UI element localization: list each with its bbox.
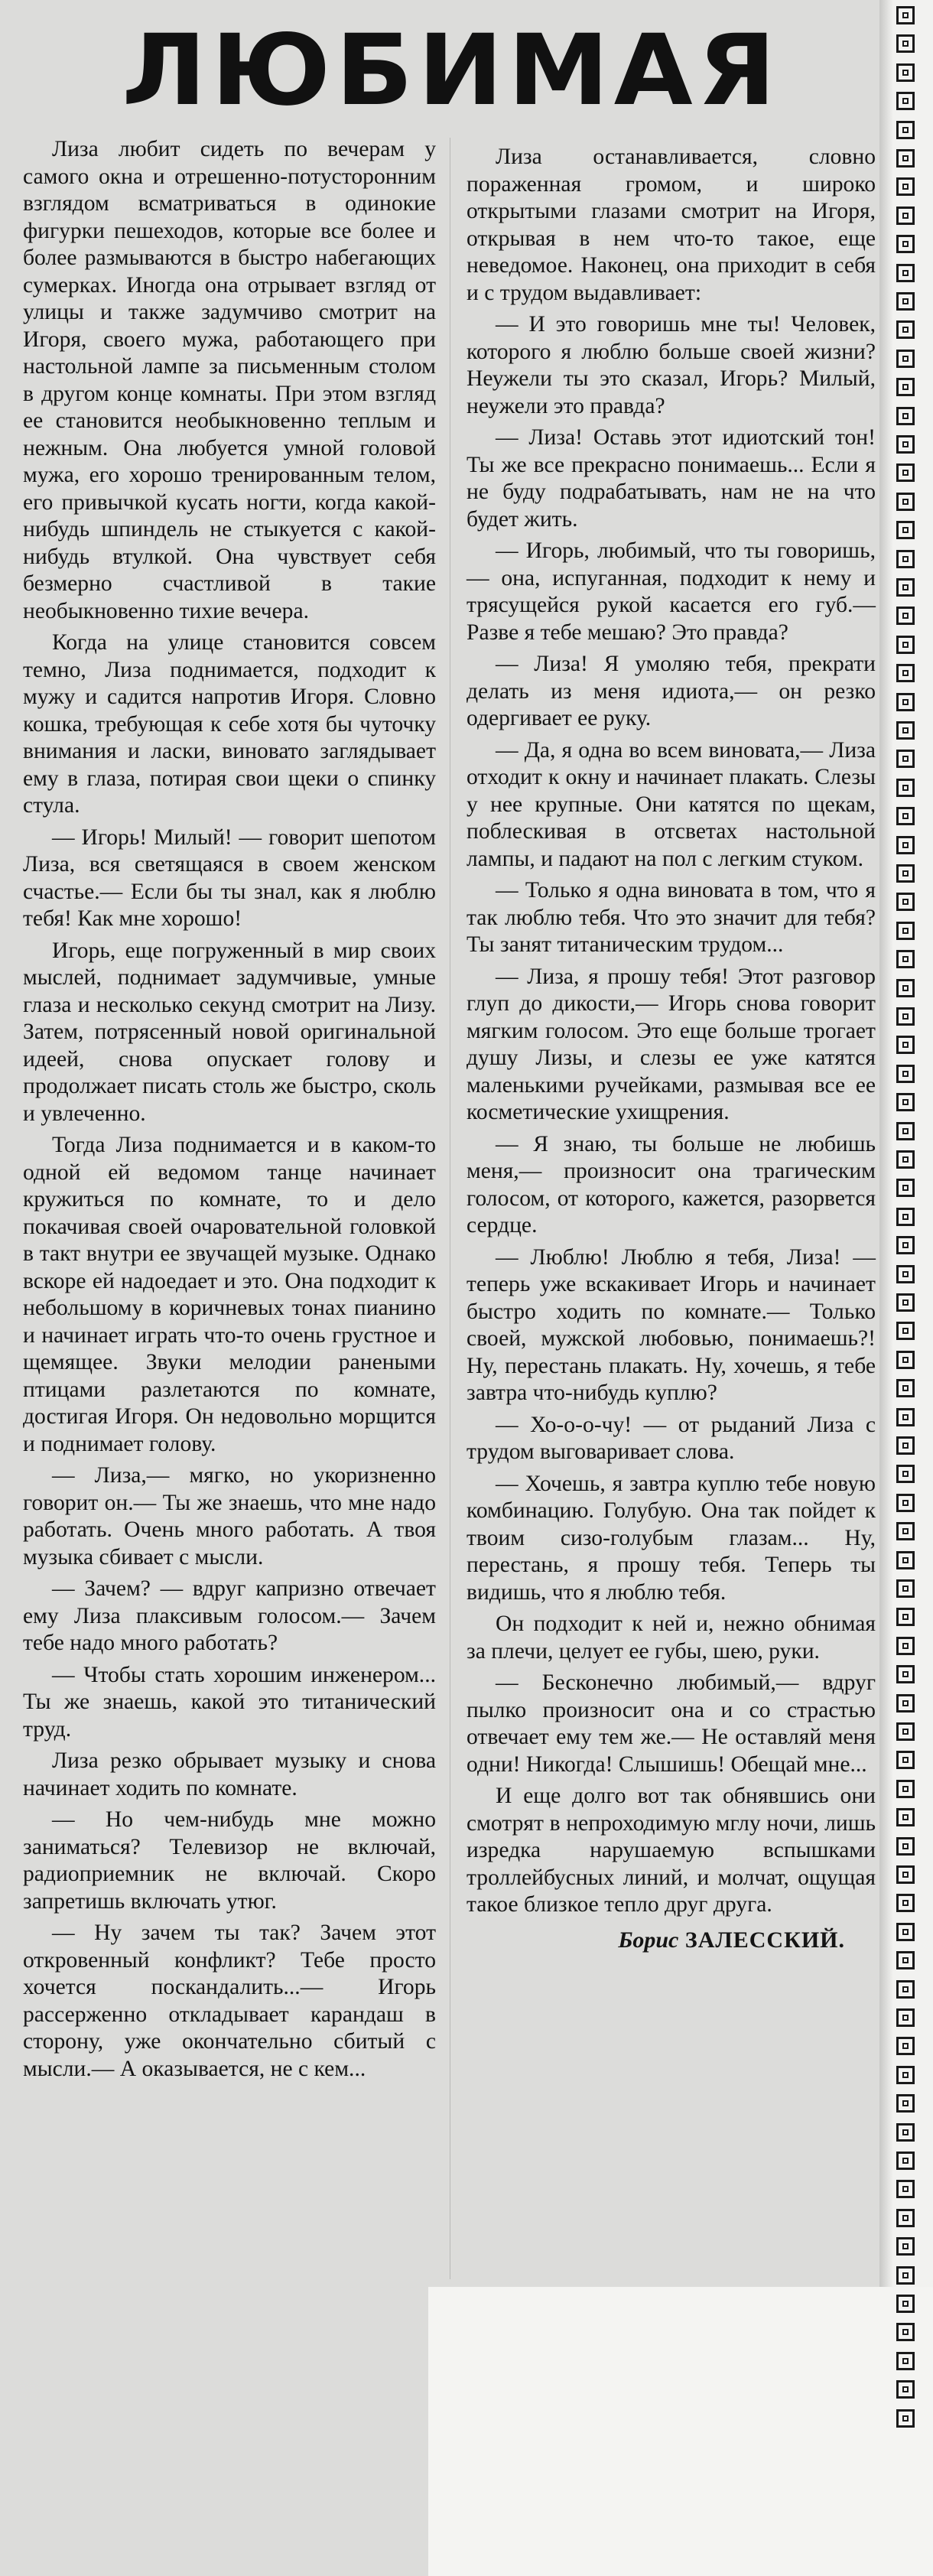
ornament-square-icon bbox=[896, 1122, 915, 1140]
ornament-square-icon bbox=[896, 636, 915, 654]
ornament-square-icon bbox=[896, 2008, 915, 2027]
paragraph: — Хо-о-о-чу! — от рыданий Лиза с трудом выговаривает слова. bbox=[466, 1412, 876, 1464]
paragraph: — Ну зачем ты так? Зачем этот откровенный конфликт? Тебе просто хочется поскандалить...— Игорь рассерженно откладывает карандаш в сторону, уже окончательно сбитый с мысли.— А оказывается, не с кем... bbox=[23, 1921, 436, 2081]
ornament-square-icon bbox=[896, 664, 915, 682]
ornament-square-icon bbox=[896, 1837, 915, 1856]
ornament-square-icon bbox=[896, 264, 915, 282]
ornament-square-icon bbox=[896, 1179, 915, 1197]
ornament-square-icon bbox=[896, 1208, 915, 1226]
paragraph: — Но чем-нибудь мне можно заниматься? Телевизор не включай, радиоприемник не включай. Скоро запретишь включать утюг. bbox=[23, 1807, 436, 1914]
ornament-square-icon bbox=[896, 979, 915, 997]
ornament-square-icon bbox=[896, 292, 915, 311]
paragraph: Лиза останавливается, словно пораженная громом, и широко открытыми глазами смотрит на Игоря, открывая в нем что-то такое, еще неведомое. Наконец, она приходит в себя и с трудом выдавливает: bbox=[466, 145, 876, 305]
ornament-square-icon bbox=[896, 893, 915, 911]
ornament-square-icon bbox=[896, 207, 915, 225]
ornament-square-icon bbox=[896, 92, 915, 110]
author-first-name: Борис bbox=[618, 1927, 679, 1953]
ornament-square-icon bbox=[896, 121, 915, 139]
ornament-square-icon bbox=[896, 1579, 915, 1598]
left-column bbox=[23, 136, 436, 2083]
ornament-square-icon bbox=[896, 2037, 915, 2055]
paragraph: — Лиза! Я умоляю тебя, прекрати делать из меня идиота,— он резко одергивает ее руку. bbox=[466, 652, 876, 730]
paragraph: Лиза резко обрывает музыку и снова начинает ходить по комнате. bbox=[23, 1748, 436, 1800]
right-column bbox=[466, 144, 876, 1953]
ornament-square-icon bbox=[896, 320, 915, 339]
clipping-edge-shadow bbox=[879, 0, 893, 2448]
ornament-square-icon bbox=[896, 693, 915, 711]
paragraph: И еще долго вот так обнявшись они смотрят в непроходимую мглу ночи, лишь изредка нарушаемую вспышками троллейбусных линий, и молчат, ощущая такое близкое тепло друг друга. bbox=[466, 1784, 876, 1917]
paragraph: — Я знаю, ты больше не любишь меня,— произносит она трагическим голосом, от которого, кажется, разорвется сердце. bbox=[466, 1131, 876, 1238]
ornament-square-icon bbox=[896, 1150, 915, 1169]
ornament-square-icon bbox=[896, 149, 915, 168]
ornament-square-icon bbox=[896, 521, 915, 539]
article-title: ЛЮБИМАЯ bbox=[122, 14, 781, 128]
decorative-square-border bbox=[893, 0, 922, 2448]
ornament-square-icon bbox=[896, 2409, 915, 2428]
paragraph: — Зачем? — вдруг капризно отвечает ему Лиза плаксивым голосом.— Зачем тебе надо много работать? bbox=[23, 1576, 436, 1655]
ornament-square-icon bbox=[896, 1322, 915, 1340]
ornament-square-icon bbox=[896, 578, 915, 597]
paragraph: Лиза любит сидеть по вечерам у самого окна и отрешенно-потусторонним взглядом всматриваться в одинокие фигурки пешеходов, которые все более и более размываются в быстро набегающих сумерках. Иногда она отрывает взгляд от улицы и также задумчиво смотрит на Игоря, своего мужа, работающего при настольной лампе за письменным столом в другом конце комнаты. При этом взгляд ее становится необыкновенно теплым и нежным. Она любуется умной головой мужа, его хорошо тренированным телом, его привычкой кусать ногти, когда какой-нибудь шпиндель не стыкуется с какой-нибудь втулкой. Она чувствует себя безмерно счастливой в такие необыкновенно тихие вечера. bbox=[23, 137, 436, 623]
ornament-square-icon bbox=[896, 1236, 915, 1254]
ornament-square-icon bbox=[896, 1408, 915, 1426]
ornament-square-icon bbox=[896, 1923, 915, 1941]
ornament-square-icon bbox=[896, 950, 915, 968]
paragraph: — Хочешь, я завтра куплю тебе новую комбинацию. Голубую. Она так пойдет к твоим сизо-голубым глазам... Ну, перестань, я прошу тебя. Теперь ты видишь, что я люблю тебя. bbox=[466, 1471, 876, 1605]
paragraph: — Да, я одна во всем виновата,— Лиза отходит к окну и начинает плакать. Слезы у нее крупные. Они катятся по щекам, поблескивая в отсветах настольной лампы, и падают на пол с легким стуком. bbox=[466, 737, 876, 871]
ornament-square-icon bbox=[896, 721, 915, 740]
paragraph: Когда на улице становится совсем темно, Лиза поднимается, подходит к мужу и садится напротив Игоря. Словно кошка, требующая к себе хотя бы чуточку внимания и ласки, виновато заглядывает ему в глаза, потирая свои щеки о спинку стула. bbox=[23, 630, 436, 818]
ornament-square-icon bbox=[896, 779, 915, 797]
ornament-square-icon bbox=[896, 2066, 915, 2084]
paragraph: — Люблю! Люблю я тебя, Лиза! — теперь уже вскакивает Игорь и начинает быстро ходить по комнате.— Только своей, мужской любовью, понимаешь?! Ну, перестань плакать. Ну, хочешь, я тебе завтра что-нибудь куплю? bbox=[466, 1244, 876, 1405]
ornament-square-icon bbox=[896, 922, 915, 940]
paragraph: — Игорь, любимый, что ты говоришь,— она, испуганная, подходит к нему и трясущейся рукой касается его губ.— Разве я тебе мешаю? Это правда? bbox=[466, 538, 876, 645]
paragraph: Игорь, еще погруженный в мир своих мыслей, поднимает задумчивые, умные глаза и несколько секунд смотрит на Лизу. Затем, потрясенный новой оригинальной идеей, снова опускает голову и продолжает писать столь же быстро, сколь и увлеченно. bbox=[23, 938, 436, 1126]
ornament-square-icon bbox=[896, 1494, 915, 1512]
paragraph: Тогда Лиза поднимается и в каком-то одной ей ведомом танце начинает кружиться по комнате, то и дело покачивая своей очаровательной головкой в такт внутри ее звучащей музыке. Однако вскоре ей надоедает и это. Она подходит к небольшому в коричневых тонах пианино и начинает играть что-то очень грустное и щемящее. Звуки мелодии ранеными птицами разлетаются по комнате, достигая Игоря. Он недовольно морщится и поднимает голову. bbox=[23, 1133, 436, 1456]
clipping-cut-area bbox=[428, 2287, 933, 2576]
ornament-square-icon bbox=[896, 407, 915, 425]
ornament-square-icon bbox=[896, 493, 915, 511]
ornament-square-icon bbox=[896, 235, 915, 253]
ornament-square-icon bbox=[896, 2237, 915, 2256]
ornament-square-icon bbox=[896, 1780, 915, 1798]
paragraph: — Только я одна виновата в том, что я так люблю тебя. Что это значит для тебя? Ты занят титаническим трудом... bbox=[466, 878, 876, 957]
ornament-square-icon bbox=[896, 1265, 915, 1283]
ornament-square-icon bbox=[896, 2094, 915, 2113]
ornament-square-icon bbox=[896, 1551, 915, 1569]
ornament-square-icon bbox=[896, 2380, 915, 2399]
ornament-square-icon bbox=[896, 435, 915, 454]
ornament-square-icon bbox=[896, 63, 915, 82]
ornament-square-icon bbox=[896, 1007, 915, 1026]
ornament-square-icon bbox=[896, 1436, 915, 1455]
ornament-square-icon bbox=[896, 177, 915, 196]
paragraph: — Лиза! Оставь этот идиотский тон! Ты же все прекрасно понимаешь... Если я не буду подрабатывать, нам не на что будет жить. bbox=[466, 425, 876, 532]
ornament-square-icon bbox=[896, 2352, 915, 2370]
paragraph: — Игорь! Милый! — говорит шепотом Лиза, вся светящаяся в своем женском счастье.— Если бы ты знал, как я люблю тебя! Как мне хорошо! bbox=[23, 825, 436, 931]
ornament-square-icon bbox=[896, 1351, 915, 1369]
ornament-square-icon bbox=[896, 836, 915, 854]
ornament-square-icon bbox=[896, 2152, 915, 2170]
author-surname: ЗАЛЕССКИЙ. bbox=[684, 1927, 845, 1953]
ornament-square-icon bbox=[896, 350, 915, 368]
ornament-square-icon bbox=[896, 1722, 915, 1741]
paragraph: — Бесконечно любимый,— вдруг пылко произносит она и со страстью отвечает ему тем же.— Не оставляй меня одни! Никогда! Слышишь! Обещай мне... bbox=[466, 1670, 876, 1777]
ornament-square-icon bbox=[896, 1379, 915, 1397]
ornament-square-icon bbox=[896, 34, 915, 53]
ornament-square-icon bbox=[896, 1751, 915, 1769]
ornament-square-icon bbox=[896, 1522, 915, 1540]
ornament-square-icon bbox=[896, 2266, 915, 2285]
ornament-square-icon bbox=[896, 1036, 915, 1054]
ornament-square-icon bbox=[896, 2295, 915, 2313]
ornament-square-icon bbox=[896, 1665, 915, 1683]
paragraph: — Чтобы стать хорошим инженером... Ты же знаешь, какой это титанический труд. bbox=[23, 1662, 436, 1742]
ornament-square-icon bbox=[896, 1694, 915, 1712]
paragraph: — Лиза, я прошу тебя! Этот разговор глуп до дикости,— Игорь снова говорит мягким голосом. Это еще больше трогает душу Лизы, и слезы ее уже катятся маленькими ручейками, размывая все ее косметические ухищрения. bbox=[466, 964, 876, 1124]
ornament-square-icon bbox=[896, 378, 915, 396]
paragraph: Он подходит к ней и, нежно обнимая за плечи, целует ее губы, шею, руки. bbox=[466, 1612, 876, 1664]
ornament-square-icon bbox=[896, 2123, 915, 2142]
ornament-square-icon bbox=[896, 1293, 915, 1312]
ornament-square-icon bbox=[896, 2323, 915, 2341]
ornament-square-icon bbox=[896, 1865, 915, 1884]
ornament-square-icon bbox=[896, 1980, 915, 1999]
ornament-square-icon bbox=[896, 1065, 915, 1083]
ornament-square-icon bbox=[896, 1093, 915, 1111]
author-byline bbox=[466, 1927, 876, 1954]
ornament-square-icon bbox=[896, 750, 915, 768]
ornament-square-icon bbox=[896, 807, 915, 825]
ornament-square-icon bbox=[896, 2209, 915, 2227]
paragraph: — И это говоришь мне ты! Человек, которого я люблю больше своей жизни? Неужели ты это сказал, Игорь? Милый, неужели это правда? bbox=[466, 312, 876, 418]
ornament-square-icon bbox=[896, 1808, 915, 1826]
ornament-square-icon bbox=[896, 1637, 915, 1655]
ornament-square-icon bbox=[896, 1608, 915, 1626]
ornament-square-icon bbox=[896, 1465, 915, 1483]
ornament-square-icon bbox=[896, 6, 915, 24]
ornament-square-icon bbox=[896, 607, 915, 625]
ornament-square-icon bbox=[896, 2180, 915, 2198]
paragraph: — Лиза,— мягко, но укоризненно говорит он.— Ты же знаешь, что мне надо работать. Очень много работать. А твоя музыка сбивает с мысли. bbox=[23, 1463, 436, 1569]
ornament-square-icon bbox=[896, 1951, 915, 1969]
ornament-square-icon bbox=[896, 550, 915, 568]
ornament-square-icon bbox=[896, 864, 915, 883]
ornament-square-icon bbox=[896, 1894, 915, 1912]
ornament-square-icon bbox=[896, 463, 915, 482]
